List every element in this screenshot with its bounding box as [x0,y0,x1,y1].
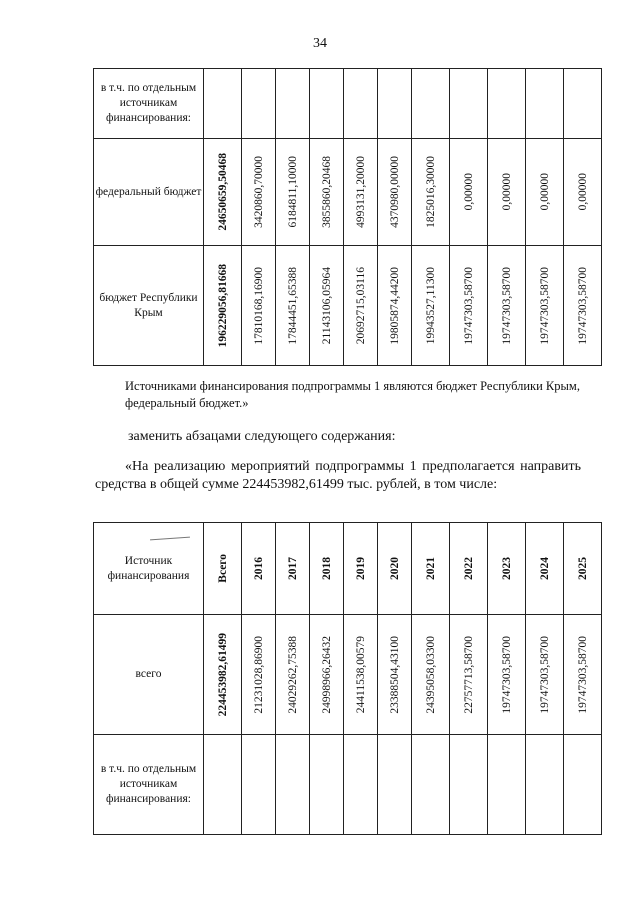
value-cell: 17810168,16900 [242,246,276,366]
table-row [94,69,602,139]
header-label: Источник финансирования [94,523,204,615]
table-row [94,246,602,366]
value-cell: 21143106,05964 [310,246,344,366]
value-cell: 4370980,00000 [378,139,412,246]
row-label: федеральный бюджет [94,139,204,246]
header-total: Всего [204,523,242,615]
funding-table-top [93,68,602,366]
header-year: 2018 [310,523,344,615]
total-cell [204,735,242,835]
value-cell: 19747303,58700 [488,615,526,735]
header-year: 2022 [450,523,488,615]
row-label: бюджет Республики Крым [94,246,204,366]
funding-table-bottom [93,522,602,835]
replace-instruction: заменить абзацами следующего содержания: [128,429,396,444]
value-cell: 23388504,43100 [378,615,412,735]
value-cell: 0,00000 [450,139,488,246]
value-cell: 19747303,58700 [526,615,564,735]
value-cell: 24998966,26432 [310,615,344,735]
header-year: 2016 [242,523,276,615]
header-year: 2023 [488,523,526,615]
value-cell: 19747303,58700 [526,246,564,366]
table-row [94,615,602,735]
value-cell: 19747303,58700 [450,246,488,366]
value-cell: 19747303,58700 [564,246,602,366]
page-number: 34 [313,36,327,51]
value-cell: 4993131,20000 [344,139,378,246]
value-cell: 1825016,30000 [412,139,450,246]
value-cell: 22757713,58700 [450,615,488,735]
total-cell: 224453982,61499 [204,615,242,735]
table-row [94,139,602,246]
row-label: всего [94,615,204,735]
value-cell: 24029262,75388 [276,615,310,735]
value-cell: 24411538,00579 [344,615,378,735]
value-cell: 0,00000 [564,139,602,246]
header-year: 2017 [276,523,310,615]
total-cell: 24650659,50468 [204,139,242,246]
total-cell: 196229056,81668 [204,246,242,366]
value-cell: 19805874,44200 [378,246,412,366]
total-cell [204,69,242,139]
value-cell: 6184811,10000 [276,139,310,246]
value-cell: 19943527,11300 [412,246,450,366]
sources-note: Источниками финансирования подпрограммы 1 являются бюджет Республики Крым, федеральный бюджет.» [125,379,580,410]
header-year: 2024 [526,523,564,615]
row-label: в т.ч. по отдельным источникам финансирования: [94,735,204,835]
value-cell: 24395058,03300 [412,615,450,735]
value-cell: 19747303,58700 [488,246,526,366]
value-cell: 21231028,86900 [242,615,276,735]
header-year: 2025 [564,523,602,615]
header-year: 2019 [344,523,378,615]
header-year: 2020 [378,523,412,615]
row-label: в т.ч. по отдельным источникам финансирования: [94,69,204,139]
header-year: 2021 [412,523,450,615]
value-cell: 0,00000 [526,139,564,246]
value-cell: 3420860,70000 [242,139,276,246]
value-cell: 17844451,65388 [276,246,310,366]
new-paragraph: «На реализацию мероприятий подпрограммы 1 предполагается направить средства в общей сумме 224453982,61499 тыс. рублей, в том числе: [95,459,581,492]
value-cell: 0,00000 [488,139,526,246]
header-row [94,523,602,615]
value-cell: 19747303,58700 [564,615,602,735]
value-cell: 20692715,03116 [344,246,378,366]
value-cell: 3855860,20468 [310,139,344,246]
table-row [94,735,602,835]
